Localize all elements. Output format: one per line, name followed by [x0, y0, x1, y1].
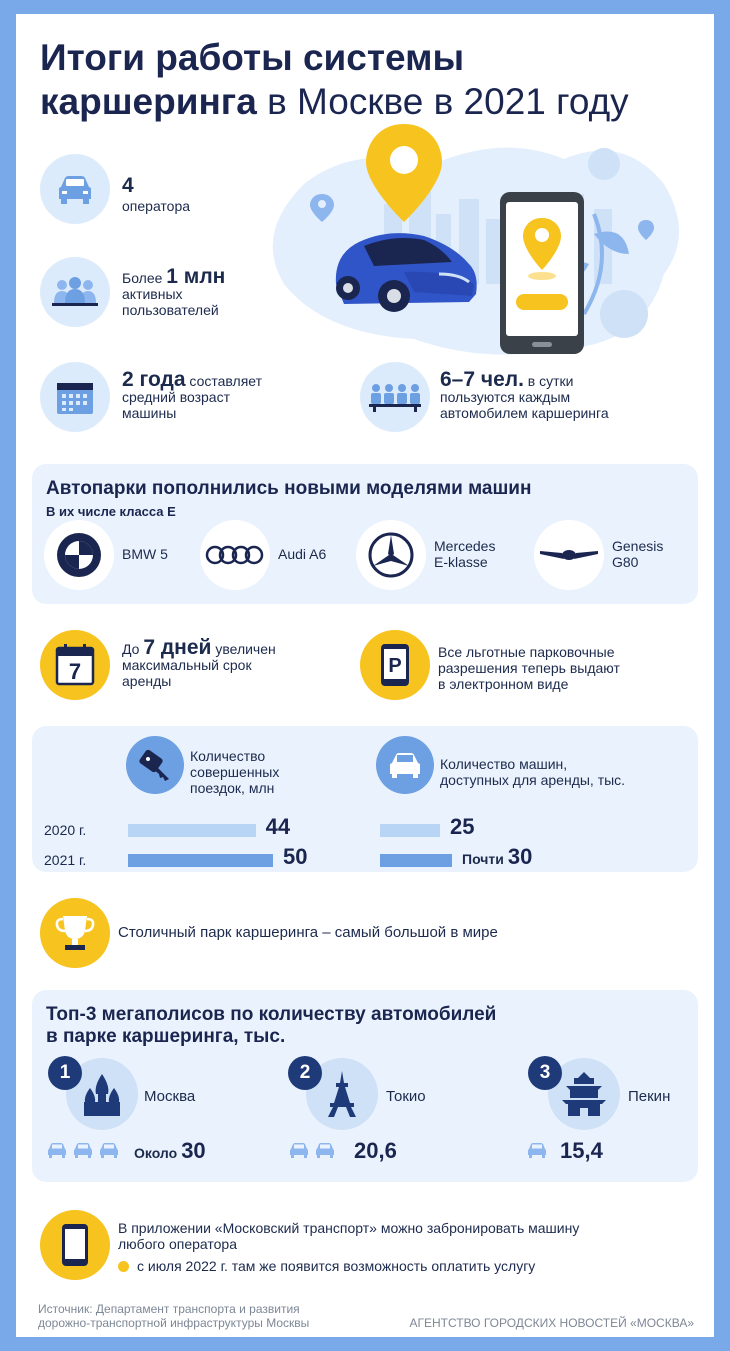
city-value-2: 20,6 [354, 1138, 397, 1163]
per-day-value: 6–7 чел. [440, 368, 524, 391]
bmw-label: BMW 5 [122, 546, 168, 562]
stat-users [122, 265, 242, 318]
trophy-icon-circle [40, 898, 110, 968]
cars-value-2021: 30 [507, 844, 533, 869]
source-line-2: дорожно-транспортной инфраструктуры Москвы [38, 1316, 310, 1330]
genesis-label-2: G80 [612, 554, 639, 570]
top3-panel [32, 990, 698, 1182]
people-icon [52, 275, 98, 309]
trips-label-2: совершенных [190, 764, 280, 780]
trips-value-2021: 50 [283, 844, 308, 869]
trips-label-3: поездок, млн [190, 780, 275, 796]
car-icon-circle-2 [376, 736, 434, 794]
parking-phone-icon [380, 643, 410, 687]
audi-logo [205, 544, 265, 566]
genesis-label [612, 538, 663, 570]
cars-bar-2021 [380, 854, 452, 867]
users-value-line [122, 265, 242, 288]
stat-age [122, 368, 263, 421]
small-car-icon [98, 1142, 120, 1163]
cars-label-1: Количество машин, [440, 756, 568, 772]
rent-value-line [122, 636, 282, 659]
mercedes-label-1: Mercedes [434, 538, 496, 554]
source-line-1: Источник: Департамент транспорта и развития [38, 1302, 300, 1316]
car-icon-circle [40, 154, 110, 224]
calendar-number: 7 [68, 659, 82, 684]
audi-logo-circle [200, 520, 270, 590]
app-icon-circle [40, 1210, 110, 1280]
city-value-1: 30 [181, 1138, 206, 1163]
app-note-text: с июля 2022 г. там же появится возможность оплатить услугу [137, 1258, 536, 1274]
mercedes-logo [367, 531, 415, 579]
genesis-logo-circle [534, 520, 604, 590]
rent-icon-circle [40, 630, 110, 700]
city-value-2-group [350, 1138, 397, 1164]
comparison-panel [32, 726, 698, 872]
car-icons-3 [526, 1142, 548, 1163]
title-line-1: Итоги работы системы [40, 37, 465, 78]
users-prefix: Более [122, 270, 167, 286]
city-prefix-1: Около [134, 1145, 178, 1161]
rent-inline: увеличен [211, 641, 276, 657]
source-note [38, 1302, 309, 1330]
genesis-logo [538, 545, 600, 565]
age-value-line [122, 368, 263, 391]
cars-label [440, 756, 625, 788]
rent-value: 7 дней [143, 636, 212, 659]
mercedes-label-2: E-klasse [434, 554, 488, 570]
top3-title-2: в парке каршеринга, тыс. [46, 1026, 286, 1047]
rent-label: максимальный срок аренды [122, 657, 252, 689]
kremlin-icon [80, 1070, 124, 1118]
parking-text-2: разрешения теперь выдают [438, 660, 620, 676]
title-light-part: в Москве в 2021 году [256, 81, 629, 122]
agency-credit: АГЕНТСТВО ГОРОДСКИХ НОВОСТЕЙ «МОСКВА» [409, 1316, 694, 1330]
car-icon [55, 173, 95, 205]
cars-2021-prefix: Почти [462, 851, 504, 867]
parking-icon-circle [360, 630, 430, 700]
mercedes-label [434, 538, 495, 570]
age-value: 2 года [122, 368, 186, 391]
people-row-icon [369, 382, 421, 412]
per-day-label: пользуются каждым автомобилем каршеринга [440, 389, 609, 421]
trips-bar-2021 [128, 854, 273, 867]
mercedes-logo-circle [356, 520, 426, 590]
models-subtitle: В их числе класса Е [46, 504, 176, 519]
phone-illustration [500, 192, 584, 354]
calendar-icon-circle [40, 362, 110, 432]
trips-bar-2020 [128, 824, 256, 837]
year-2021-label: 2021 г. [44, 852, 87, 868]
city-name-1: Москва [144, 1088, 196, 1105]
rank-badge-3: 3 [528, 1056, 562, 1090]
page-title [40, 36, 700, 124]
models-panel [32, 464, 698, 604]
city-value-3-group [556, 1138, 603, 1164]
people-icon-circle [40, 257, 110, 327]
app-text-2: любого оператора [118, 1236, 237, 1252]
key-icon [137, 747, 173, 783]
rent-prefix: До [122, 641, 144, 657]
yellow-dot-icon [118, 1261, 129, 1272]
users-label: активных пользователей [122, 286, 219, 318]
bmw-logo [55, 531, 103, 579]
tokyo-tower-icon [322, 1069, 362, 1119]
rank-badge-2: 2 [288, 1056, 322, 1090]
age-inline: составляет [185, 373, 263, 389]
stat-per-day [440, 368, 650, 421]
city-name-3: Пекин [628, 1088, 671, 1105]
pagoda-icon [560, 1070, 608, 1118]
smartphone-icon [61, 1223, 89, 1267]
trips-label [190, 748, 279, 796]
key-icon-circle [126, 736, 184, 794]
hero-illustration [264, 124, 694, 364]
operators-label: оператора [122, 198, 191, 214]
audi-label: Audi A6 [278, 546, 327, 562]
age-label: средний возраст машины [122, 389, 231, 421]
title-line-2 [40, 80, 700, 124]
trips-label-1: Количество [190, 748, 266, 764]
genesis-label-1: Genesis [612, 538, 664, 554]
top3-title-1: Топ-3 мегаполисов по количеству автомобилей [46, 1004, 497, 1025]
parking-letter: P [388, 655, 402, 677]
trips-value-2020: 44 [265, 814, 291, 839]
bmw-logo-circle [44, 520, 114, 590]
small-car-icon [314, 1142, 336, 1163]
parking-text-1: Все льготные парковочные [438, 644, 615, 660]
parking-text-3: в электронном виде [438, 676, 569, 692]
trophy-icon [55, 913, 95, 953]
stat-operators [122, 174, 190, 214]
per-day-inline: в сутки [523, 373, 574, 389]
operators-value: 4 [122, 174, 134, 197]
rent-text [122, 636, 282, 689]
car-icon [387, 751, 423, 779]
city-value-1-group [134, 1138, 206, 1164]
infographic-page [16, 14, 714, 1337]
small-car-icon [72, 1142, 94, 1163]
small-car-icon [288, 1142, 310, 1163]
cars-bar-2020 [380, 824, 440, 837]
car-icons-2 [288, 1142, 336, 1163]
cars-value-2021-group [462, 844, 532, 870]
models-title: Автопарки пополнились новыми моделями машин [46, 478, 532, 499]
year-2020-label: 2020 г. [44, 822, 87, 838]
app-text-1: В приложении «Московский транспорт» можно забронировать машину [118, 1220, 580, 1236]
users-value: 1 млн [166, 265, 226, 288]
small-car-icon [46, 1142, 68, 1163]
app-text [118, 1220, 579, 1274]
cars-value-2020: 25 [450, 814, 475, 839]
per-day-value-line [440, 368, 650, 391]
small-car-icon [526, 1142, 548, 1163]
car-icons-1 [46, 1142, 120, 1163]
cars-label-2: доступных для аренды, тыс. [440, 772, 626, 788]
world-text: Столичный парк каршеринга – самый большой в мире [118, 924, 498, 941]
people-row-icon-circle [360, 362, 430, 432]
rank-badge-1: 1 [48, 1056, 82, 1090]
title-bold-part: каршеринга [40, 81, 257, 122]
app-note [118, 1258, 579, 1274]
top3-title [46, 1004, 496, 1048]
calendar-icon [56, 379, 94, 415]
calendar-7-icon [55, 644, 95, 686]
city-name-2: Токио [386, 1088, 426, 1105]
parking-text [438, 644, 620, 692]
city-value-3: 15,4 [560, 1138, 603, 1163]
